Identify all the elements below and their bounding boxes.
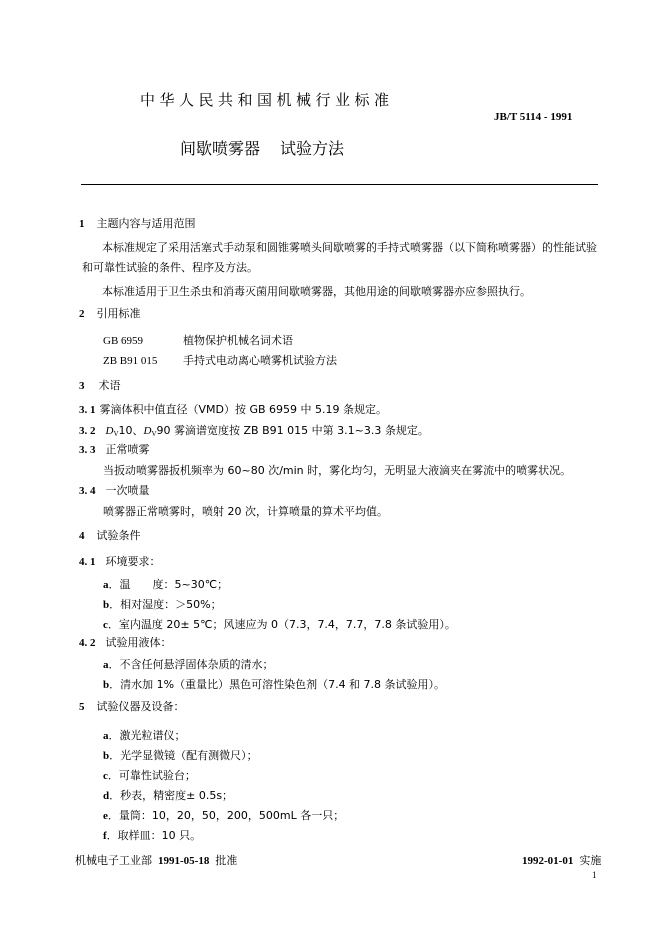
section-5-title: 试验仪器及设备： [96, 700, 185, 713]
list-item-label: c [103, 619, 108, 631]
clause-3-3-text: 当扳动喷雾器扳机频率为 60~80 次/min 时，雾化均匀，无明显大液滴夹在雾流中的喷雾状况。 [103, 464, 572, 477]
list-item-label: e [103, 810, 108, 822]
list-item-text: ．室内温度 20± 5℃；风速应为 0（7.3，7.4，7.7，7.8 条试验用）。 [107, 618, 456, 631]
section-4-heading [79, 529, 141, 543]
list-item-label: b [103, 750, 110, 762]
doc-title-part2: 试验方法 [280, 139, 345, 158]
reference-name: 植物保护机械名词术语 [183, 334, 293, 347]
section-1-heading [79, 217, 196, 231]
list-item-label: b [103, 679, 110, 691]
clause-3-2-text-mid: 10、 [118, 424, 144, 437]
section-3-title: 术语 [98, 379, 121, 392]
list-item-text: ．温 度：5~30℃； [108, 578, 229, 591]
issue-date: 1991-05-18 [158, 855, 210, 867]
section-2-number: 2 [79, 308, 85, 320]
clause-3-1-text: 雾滴体积中值直径（VMD）按 GB 6959 中 5.19 条规定。 [99, 403, 388, 416]
list-item [103, 767, 196, 783]
org-title: 中华人民共和国机械行业标准 [140, 91, 394, 109]
clause-3-2-symbol: D [143, 425, 152, 437]
reference-code: GB 6959 [103, 335, 144, 347]
section-5-heading [79, 700, 185, 714]
list-item [103, 727, 186, 743]
clause-3-4-text: 喷雾器正常喷雾时，喷射 20 次，计算喷量的算术平均值。 [103, 505, 388, 518]
list-item-label: b [103, 599, 110, 611]
section-1-title: 主题内容与适用范围 [96, 217, 196, 230]
clause-3-2-subscript: V [151, 430, 157, 438]
effective-date: 1992-01-01 [522, 855, 574, 867]
clause-3-2-text: 90 雾滴谱宽度按 ZB B91 015 中第 3.1~3.3 条规定。 [156, 424, 429, 437]
clause-3-3-number: 3. 3 [79, 444, 96, 456]
list-item-label: c [103, 770, 108, 782]
list-item [103, 787, 233, 803]
doc-title [180, 136, 344, 159]
effective-line [522, 852, 601, 868]
section-4-number: 4 [79, 530, 85, 542]
reference-code: ZB B91 015 [103, 355, 158, 367]
clause-3-3-title: 正常喷雾 [105, 443, 150, 456]
list-item-label: a [103, 579, 109, 591]
clause-4-2-number: 4. 2 [79, 637, 96, 649]
clause-3-3-heading [79, 443, 150, 457]
section-1-paragraph-1: 本标准规定了采用活塞式手动泵和圆锥雾喷头间歇喷雾的手持式喷雾器（以下简称喷雾器）的性能试验和可靠性试验的条件、程序及方法。 [82, 241, 597, 274]
issuer: 机械电子工业部 [75, 854, 152, 867]
list-item-text: ．相对湿度：＞50%； [109, 598, 222, 611]
list-item [103, 596, 222, 612]
list-item-text: ．秒表，精密度± 0.5s； [109, 789, 234, 802]
standard-number: JB/T 5114 - 1991 [494, 111, 573, 123]
list-item [103, 747, 258, 763]
list-item-text: ．可靠性试验台； [107, 769, 196, 782]
list-item-label: d [103, 790, 110, 802]
clause-4-1-number: 4. 1 [79, 556, 96, 568]
list-item [103, 576, 228, 592]
clause-3-4-title: 一次喷量 [105, 484, 150, 497]
list-item-label: a [103, 659, 109, 671]
clause-3-4-number: 3. 4 [79, 485, 96, 497]
clause-3-2-number: 3. 2 [79, 425, 96, 437]
header-divider [81, 184, 598, 185]
reference-row [103, 334, 293, 348]
list-item [103, 827, 201, 843]
list-item-text: ．光学显微镜（配有测微尺）； [109, 749, 258, 762]
list-item [103, 676, 445, 692]
clause-4-2-title: 试验用液体： [105, 636, 172, 649]
clause-3-2-subscript: V [113, 430, 119, 438]
section-2-heading [79, 307, 141, 321]
effective-word: 实施 [579, 854, 602, 867]
reference-name: 手持式电动离心喷雾机试验方法 [183, 354, 337, 367]
list-item-text: ．量筒：10，20，50，200，500mL 各一只； [107, 809, 345, 822]
section-1-paragraph-2: 本标准适用于卫生杀虫和消毒灭菌用间歇喷雾器，其他用途的间歇喷雾器亦应参照执行。 [102, 285, 531, 298]
section-5-number: 5 [79, 701, 85, 713]
list-item-text: ．清水加 1%（重量比）黑色可溶性染色剂（7.4 和 7.8 条试验用）。 [109, 678, 446, 691]
list-item-text: ．不含任何悬浮固体杂质的清水； [108, 658, 274, 671]
list-item-text: ．激光粒谱仪； [108, 729, 186, 742]
clause-4-1-heading [79, 555, 161, 569]
list-item [103, 616, 456, 632]
clause-4-1-title: 环境要求： [105, 555, 161, 568]
clause-3-1 [79, 403, 387, 417]
list-item-label: f [103, 830, 107, 842]
list-item-label: a [103, 730, 109, 742]
section-3-heading [79, 379, 121, 393]
clause-3-1-number: 3. 1 [79, 404, 96, 416]
doc-title-part1: 间歇喷雾器 [180, 139, 261, 158]
section-2-title: 引用标准 [96, 307, 141, 320]
reference-row [103, 354, 337, 368]
clause-3-2-symbol: D [105, 425, 114, 437]
list-item [103, 656, 274, 672]
clause-4-2-heading [79, 636, 172, 650]
section-1-number: 1 [79, 218, 85, 230]
clause-3-4-heading [79, 484, 150, 498]
section-3-number: 3 [79, 380, 85, 392]
clause-3-2 [79, 424, 429, 441]
section-4-title: 试验条件 [96, 529, 141, 542]
issue-word: 批准 [215, 854, 238, 867]
approval-line [75, 852, 237, 868]
list-item-text: ．取样皿：10 只。 [106, 829, 202, 842]
page-number: 1 [592, 870, 597, 880]
list-item [103, 807, 344, 823]
